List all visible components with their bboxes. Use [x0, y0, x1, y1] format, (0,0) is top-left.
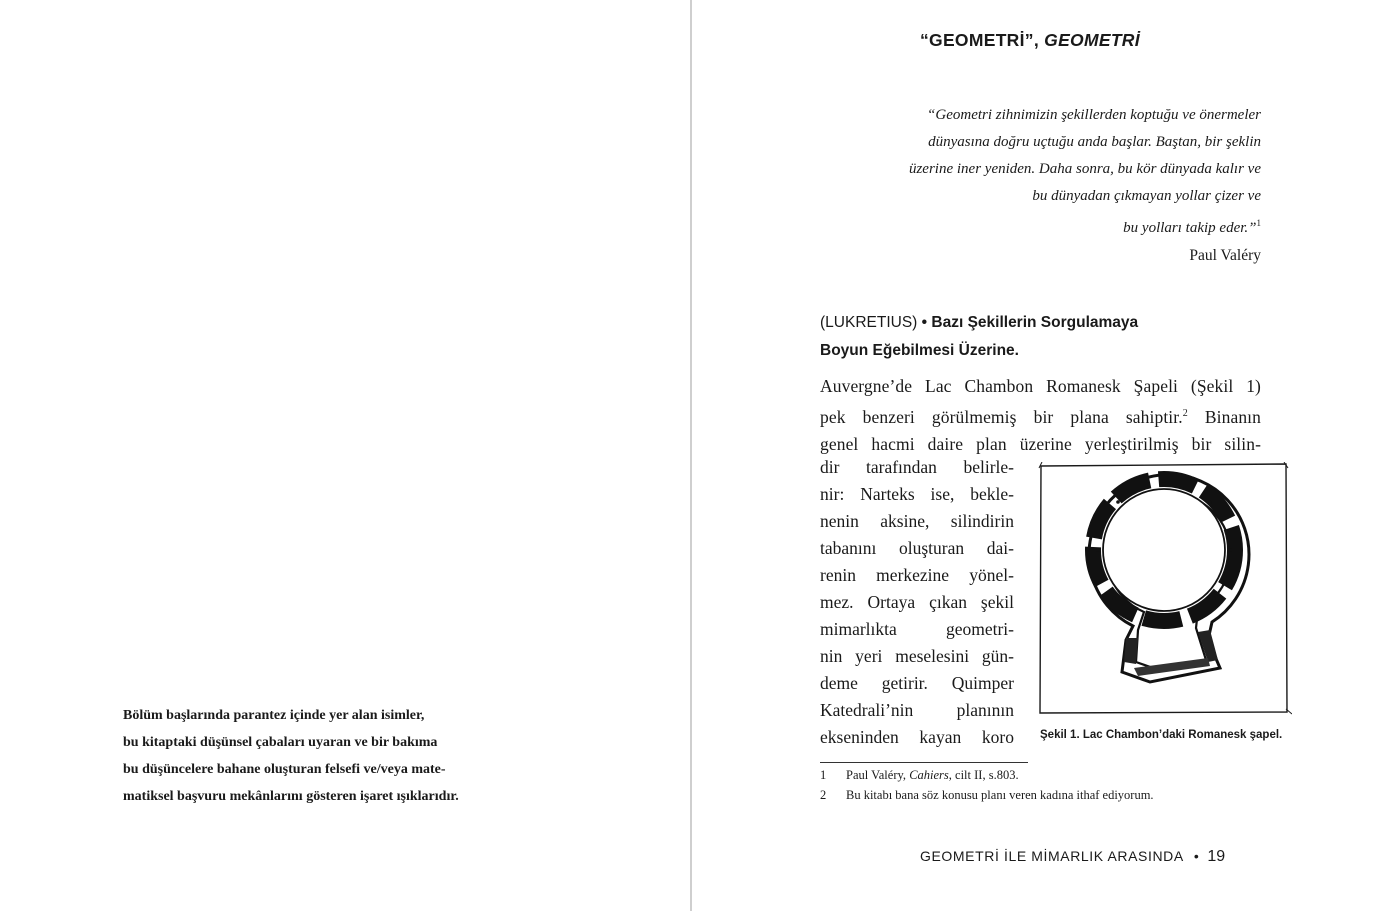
body-line: renin merkezine yönel-: [820, 565, 1014, 585]
epigraph-line: dünyasına doğru uçtuğu anda başlar. Baştan, bir şeklin: [928, 134, 1261, 150]
footnote-number: 2: [820, 788, 827, 802]
page-gutter: [690, 0, 692, 911]
epigraph-author: Paul Valéry: [1189, 247, 1261, 264]
body-line: Katedrali’nin planının: [820, 700, 1014, 720]
left-page-note: [123, 702, 543, 810]
epigraph-line: üzerine iner yeniden. Daha sonra, bu kör dünyada kalır ve: [908, 161, 1261, 177]
body-span: Binanın: [1187, 406, 1261, 427]
running-footer: [920, 848, 1225, 866]
footnote-text: Bu kitabı bana söz konusu planı veren kadına ithaf ediyorum.: [846, 788, 1154, 802]
footnote-rule: [820, 762, 1028, 763]
note-line: bu düşüncelere bahane oluşturan felsefi ve/veya mate-: [123, 762, 446, 777]
footnote-item: [820, 765, 1154, 785]
body-line: mez. Ortaya çıkan şekil: [820, 592, 1014, 612]
note-line: matiksel başvuru mekânlarını gösteren işaret ışıklarıdır.: [123, 789, 459, 804]
body-line: deme getirir. Quimper: [820, 673, 1014, 693]
running-title: GEOMETRİ İLE MİMARLIK ARASINDA: [920, 848, 1184, 864]
body-line: nin yeri meselesini gün-: [820, 646, 1014, 666]
footer-bullet: •: [1193, 848, 1200, 864]
note-line: bu kitaptaki düşünsel çabaları uyaran ve bir bakıma: [123, 735, 438, 750]
chapel-plan-drawing: [1038, 462, 1292, 716]
footnotes: [820, 765, 1154, 805]
body-line: Auvergne’de Lac Chambon Romanesk Şapeli (Şekil 1): [820, 376, 1261, 396]
body-line: ekseninden kayan koro: [820, 727, 1014, 747]
epigraph-line: bu dünyadan çıkmayan yollar çizer ve: [1032, 188, 1261, 204]
body-line: mimarlıkta geometri-: [820, 619, 1014, 639]
section-heading: [820, 309, 1270, 365]
footnote-text: Paul Valéry,: [846, 768, 910, 782]
chapel-plan-figure: [1038, 462, 1292, 716]
body-text-narrow: [820, 454, 1014, 751]
body-span: pek benzeri görülmemiş bir plana sahiptir.: [820, 406, 1183, 427]
body-line: genel hacmi daire plan üzerine yerleştirilmiş bir silin-: [820, 433, 1261, 454]
footnote-text: , cilt II, s.803.: [948, 768, 1019, 782]
epigraph-line: bu yolları takip eder.”: [1123, 220, 1257, 236]
section-title-line1: Bazı Şekillerin Sorgulamaya: [931, 314, 1139, 331]
body-line: nenin aksine, silindirin: [820, 511, 1014, 531]
chapter-title-quoted: “GEOMETRİ”,: [920, 30, 1039, 50]
section-bullet: •: [921, 314, 928, 331]
footnote-text-italic: Cahiers: [909, 768, 949, 782]
body-text-full: [820, 373, 1261, 458]
chapter-title: [920, 30, 1140, 51]
epigraph-line: “Geometri zihnimizin şekillerden koptuğu ve önermeler: [927, 107, 1261, 123]
body-line: nir: Narteks ise, bekle-: [820, 484, 1014, 504]
footnote-ref[interactable]: 2: [1182, 408, 1188, 419]
footnote-number: 1: [820, 768, 827, 782]
chapter-title-italic: GEOMETRİ: [1044, 30, 1140, 50]
body-line: dir tarafından belirle-: [820, 457, 1014, 477]
footnote-ref[interactable]: 1: [1256, 218, 1261, 228]
footnote-item: [820, 785, 1154, 805]
section-title-line2: Boyun Eğebilmesi Üzerine.: [820, 342, 1019, 359]
page-number: 19: [1207, 848, 1226, 865]
body-line: tabanını oluşturan dai-: [820, 538, 1014, 558]
epigraph: [840, 102, 1261, 269]
section-name: (LUKRETIUS): [820, 314, 918, 331]
epigraph-line-last: [840, 210, 1261, 242]
body-line: [820, 400, 1261, 431]
note-line: Bölüm başlarında parantez içinde yer alan isimler,: [123, 708, 425, 723]
figure-caption: Şekil 1. Lac Chambon’daki Romanesk şapel.: [1040, 729, 1283, 741]
